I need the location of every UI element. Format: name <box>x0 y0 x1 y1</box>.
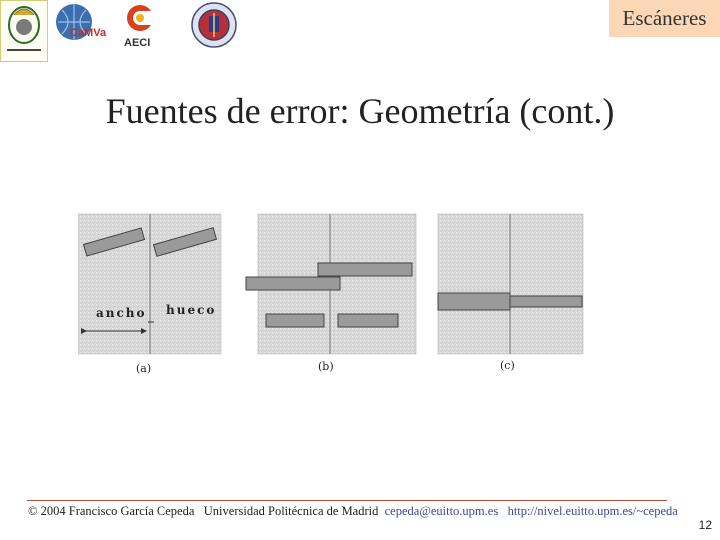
figure-svg <box>78 210 588 380</box>
scanner-geometry-figure <box>78 210 588 380</box>
camva-logo-text: CaMVa <box>70 27 107 39</box>
strip-b-left-short <box>266 314 324 327</box>
panel-c <box>438 214 583 354</box>
page-number: 12 <box>698 518 712 532</box>
hueco-label: hueco <box>166 303 217 317</box>
footer-email-link[interactable]: cepeda@euitto.upm.es <box>384 504 499 518</box>
section-tag: Escáneres <box>609 0 720 37</box>
footer-university: Universidad Politécnica de Madrid <box>203 504 379 518</box>
camva-logo <box>52 2 110 51</box>
strip-c-left <box>438 293 510 310</box>
panel-b <box>246 214 416 354</box>
strip-b-high <box>318 263 412 276</box>
ancho-label: ancho <box>96 306 147 320</box>
university-crest-logo <box>0 0 48 62</box>
panel-c-label: (c) <box>500 359 515 372</box>
strip-b-low <box>246 277 340 290</box>
strip-c-right <box>510 296 582 307</box>
panel-a-label: (a) <box>136 362 152 375</box>
aeci-logo <box>120 2 162 55</box>
slide-title: Fuentes de error: Geometría (cont.) <box>105 91 615 131</box>
footer-rule <box>27 500 667 501</box>
strip-b-right-short <box>338 314 398 327</box>
footer-url-link[interactable]: http://nivel.euitto.upm.es/~cepeda <box>507 504 678 518</box>
panel-a <box>78 214 221 354</box>
panel-b-label: (b) <box>318 360 334 373</box>
aeci-logo-text: AECI <box>124 37 151 49</box>
school-seal-logo <box>190 1 238 54</box>
footer <box>28 504 678 519</box>
footer-copyright: © 2004 Francisco García Cepeda <box>28 504 195 518</box>
